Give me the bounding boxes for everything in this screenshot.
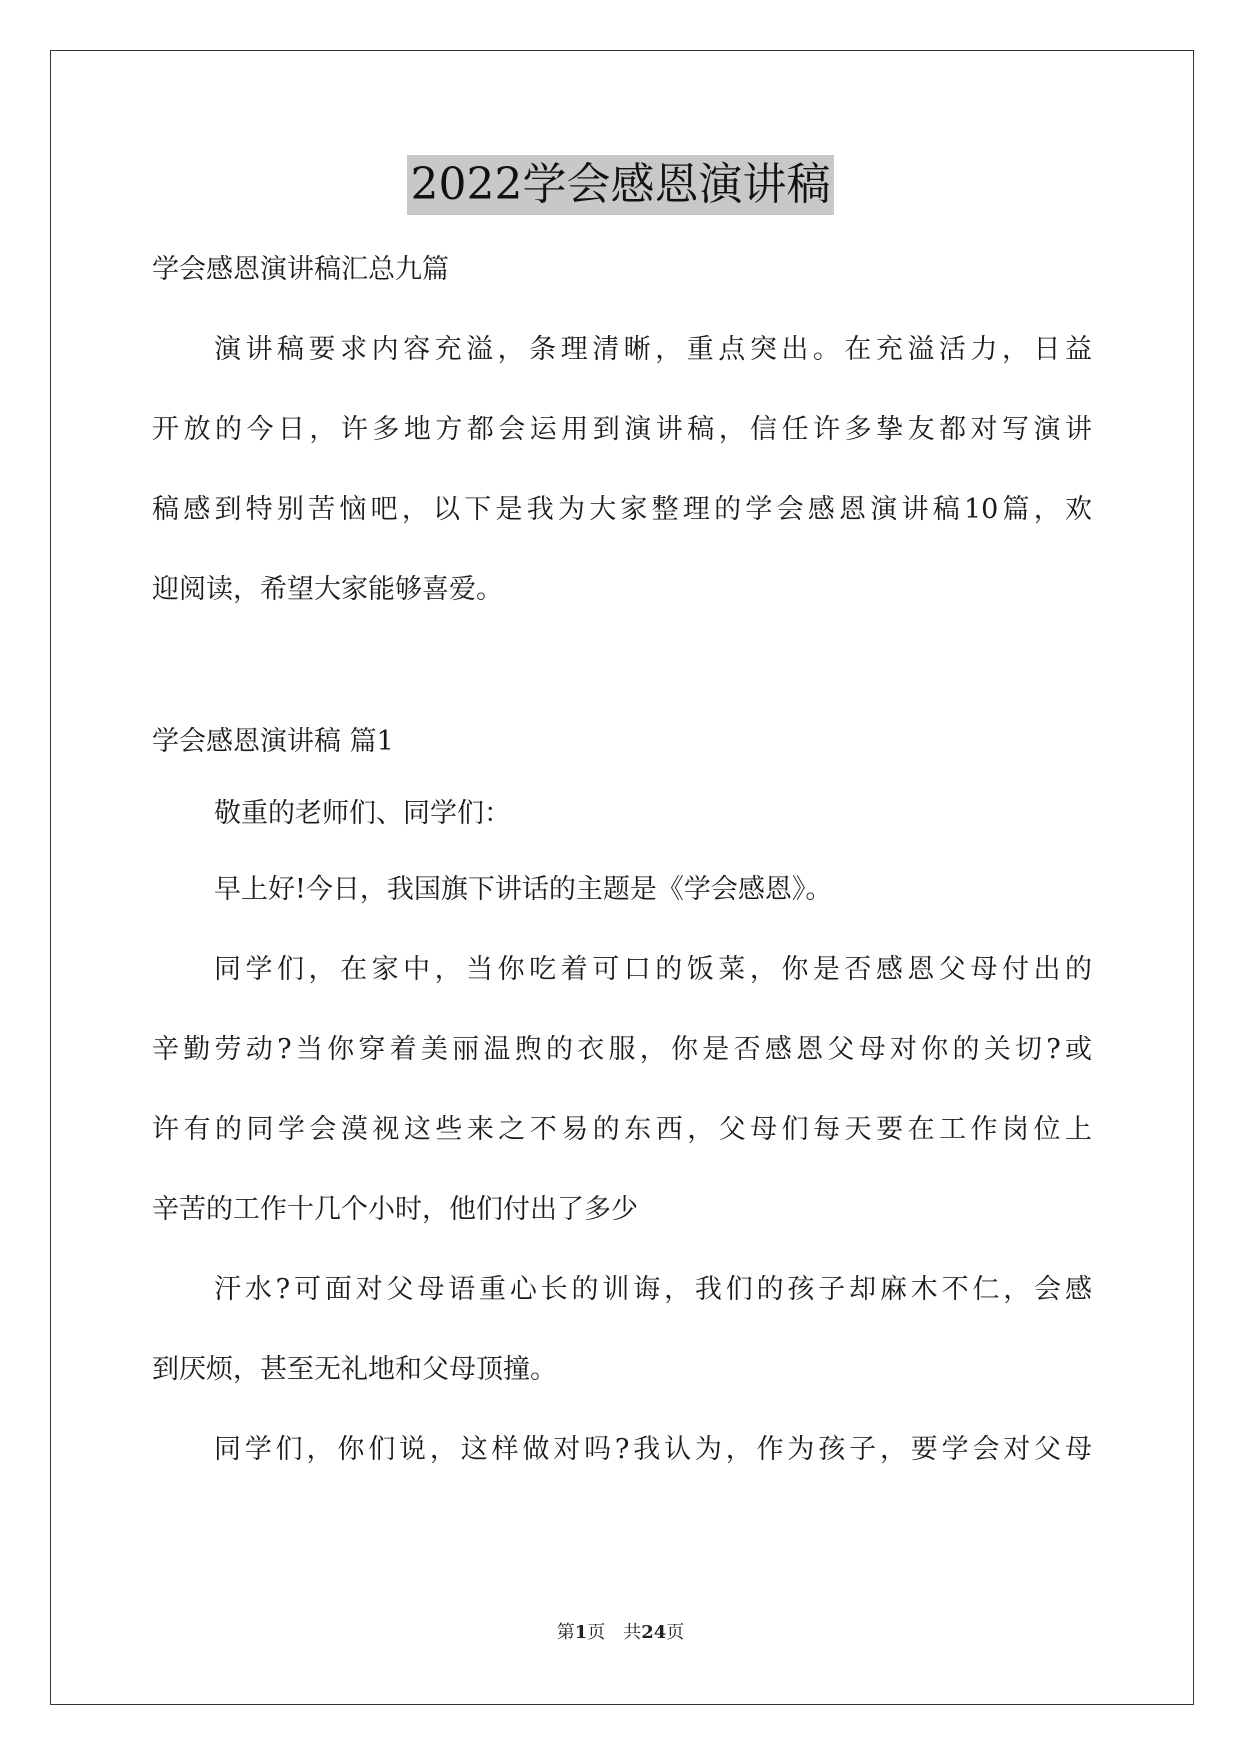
- intro-line: 开放的今日，许多地方都会运用到演讲稿，信任许多挚友都对写演讲: [152, 414, 1092, 445]
- document-subtitle: 学会感恩演讲稿汇总九篇: [152, 254, 449, 285]
- section-heading: 学会感恩演讲稿 篇1: [152, 726, 394, 757]
- total-suffix: 页: [666, 1622, 685, 1643]
- total-pages: 24: [641, 1622, 667, 1643]
- paragraph-line: 同学们，你们说，这样做对吗?我认为，作为孩子，要学会对父母: [214, 1434, 1092, 1465]
- paragraph-line: 同学们，在家中，当你吃着可口的饭菜，你是否感恩父母付出的: [214, 954, 1092, 985]
- paragraph-line: 汗水?可面对父母语重心长的训诲，我们的孩子却麻木不仁，会感: [214, 1274, 1092, 1305]
- page-suffix: 页: [587, 1622, 606, 1643]
- paragraph: 早上好!今日，我国旗下讲话的主题是《学会感恩》。: [214, 874, 833, 905]
- paragraph-line: 许有的同学会漠视这些来之不易的东西，父母们每天要在工作岗位上: [152, 1114, 1092, 1145]
- page-number: 1: [574, 1622, 588, 1643]
- document-title: 2022学会感恩演讲稿: [407, 155, 835, 215]
- page-prefix: 第: [556, 1622, 575, 1643]
- intro-line: 演讲稿要求内容充溢，条理清晰，重点突出。在充溢活力，日益: [214, 334, 1092, 365]
- paragraph-line: 辛勤劳动?当你穿着美丽温煦的衣服，你是否感恩父母对你的关切?或: [152, 1034, 1092, 1065]
- intro-line: 稿感到特别苦恼吧，以下是我为大家整理的学会感恩演讲稿10篇，欢: [152, 494, 1092, 525]
- greeting: 敬重的老师们、同学们：: [214, 798, 511, 829]
- total-prefix: 共: [623, 1622, 642, 1643]
- paragraph-line: 到厌烦，甚至无礼地和父母顶撞。: [152, 1354, 557, 1385]
- page-footer: [0, 1620, 1241, 1646]
- title-container: [0, 155, 1241, 215]
- document-body: [152, 230, 1092, 1490]
- section-gap: [152, 630, 1092, 706]
- intro-line: 迎阅读，希望大家能够喜爱。: [152, 574, 503, 605]
- paragraph-line: 辛苦的工作十几个小时，他们付出了多少: [152, 1194, 638, 1225]
